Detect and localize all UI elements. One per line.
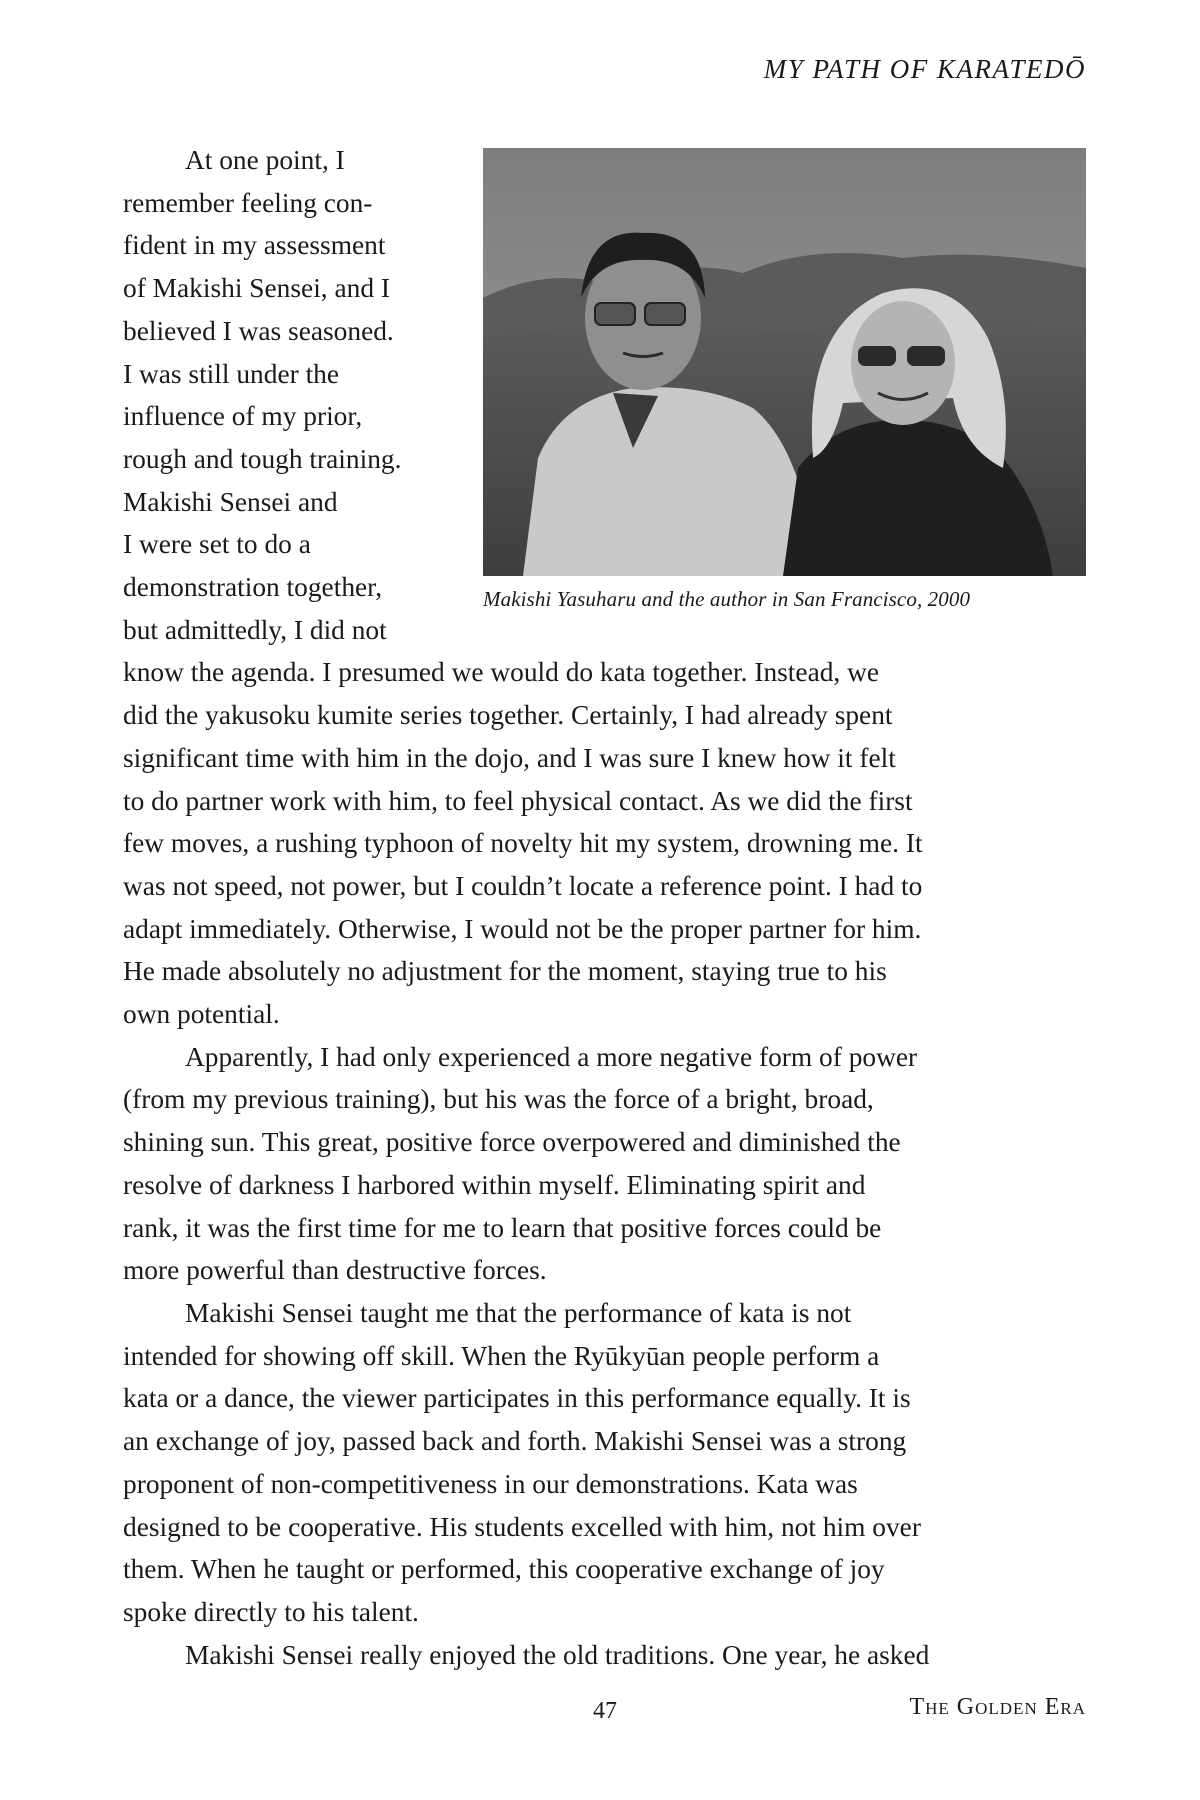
text-line: remember feeling con- bbox=[123, 187, 373, 218]
text-line: proponent of non-competitiveness in our demonstrations. Kata was bbox=[123, 1468, 858, 1499]
text-line: He made absolutely no adjustment for the moment, staying true to his bbox=[123, 956, 887, 987]
text-line: few moves, a rushing typhoon of novelty hit my system, drowning me. It bbox=[123, 828, 923, 859]
page-number: 47 bbox=[593, 1698, 617, 1724]
text-line: Makishi Sensei really enjoyed the old traditions. One year, he asked bbox=[185, 1639, 930, 1670]
text-line: more powerful than destructive forces. bbox=[123, 1255, 547, 1286]
text-line: know the agenda. I presumed we would do kata together. Instead, we bbox=[123, 657, 880, 688]
text-line: kata or a dance, the viewer participates in this performance equally. It is bbox=[123, 1383, 911, 1414]
figure-caption: Makishi Yasuharu and the author in San Francisco, 2000 bbox=[483, 587, 971, 611]
text-line: adapt immediately. Otherwise, I would not be the proper partner for him. bbox=[123, 913, 922, 944]
text-line: intended for showing off skill. When the Ryūkyūan people perform a bbox=[123, 1340, 880, 1371]
text-line: resolve of darkness I harbored within myself. Eliminating spirit and bbox=[123, 1169, 866, 1200]
text-line: an exchange of joy, passed back and forth. Makishi Sensei was a strong bbox=[123, 1426, 907, 1457]
text-line: did the yakusoku kumite series together. Certainly, I had already spent bbox=[123, 700, 893, 731]
body-text bbox=[123, 139, 1083, 1676]
text-line: influence of my prior, bbox=[123, 401, 363, 432]
text-line: At one point, I bbox=[185, 145, 345, 175]
text-line: shining sun. This great, positive force overpowered and diminished the bbox=[123, 1127, 901, 1158]
text-line: Makishi Sensei taught me that the performance of kata is not bbox=[185, 1297, 852, 1328]
text-line: demonstration together, bbox=[123, 572, 383, 603]
text-line: was not speed, not power, but I couldn’t locate a reference point. I had to bbox=[123, 870, 923, 901]
running-head: MY PATH OF KARATEDŌ bbox=[763, 54, 1086, 84]
text-line: believed I was seasoned. bbox=[123, 315, 394, 346]
text-line: Apparently, I had only experienced a more negative form of power bbox=[185, 1041, 918, 1072]
text-line: of Makishi Sensei, and I bbox=[123, 273, 391, 304]
text-line: own potential. bbox=[123, 999, 280, 1030]
text-line: designed to be cooperative. His students excelled with him, not him over bbox=[123, 1511, 921, 1542]
text-line: I was still under the bbox=[123, 358, 340, 389]
text-line: fident in my assessment bbox=[123, 230, 386, 261]
text-line: (from my previous training), but his was the force of a bright, broad, bbox=[123, 1084, 874, 1115]
text-line: significant time with him in the dojo, and I was sure I knew how it felt bbox=[123, 742, 896, 773]
text-line: spoke directly to his talent. bbox=[123, 1596, 419, 1627]
text-line: I were set to do a bbox=[123, 529, 311, 560]
text-line: them. When he taught or performed, this cooperative exchange of joy bbox=[123, 1554, 885, 1585]
text-line: Makishi Sensei and bbox=[123, 486, 338, 517]
text-line: but admittedly, I did not bbox=[123, 614, 387, 645]
section-title: The Golden Era bbox=[909, 1694, 1086, 1720]
text-line: to do partner work with him, to feel physical contact. As we did the first bbox=[123, 785, 913, 816]
text-line: rank, it was the first time for me to learn that positive forces could be bbox=[123, 1212, 882, 1243]
text-line: rough and tough training. bbox=[123, 443, 402, 474]
